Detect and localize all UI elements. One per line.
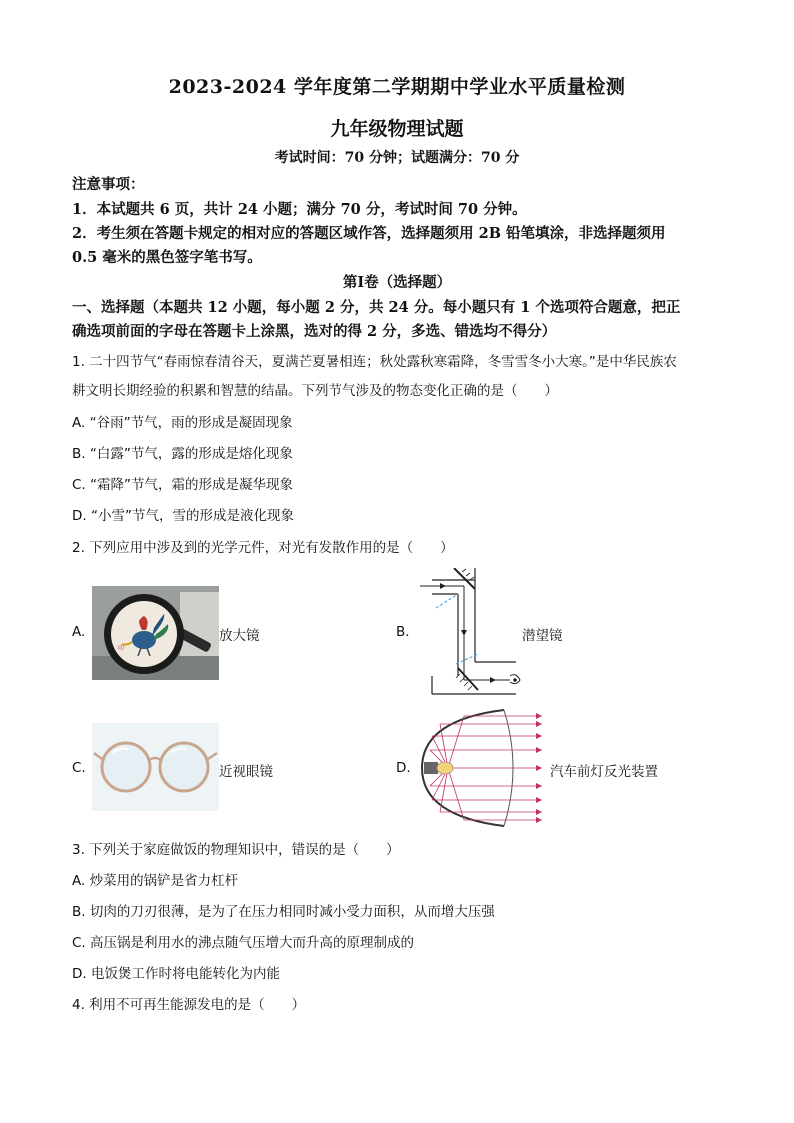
q1-stem-line-2: 耕文明长期经验的积累和智慧的结晶。下列节气涉及的物态变化正确的是（ ） (72, 383, 558, 399)
q3-option-a: A. 炒菜用的锅铲是省力杠杆 (72, 873, 239, 889)
notes-item-2-line-2: 0.5 毫米的黑色签字笔书写。 (72, 249, 262, 266)
svg-text:印: 印 (118, 645, 125, 652)
q3-option-b: B. 切肉的刀刃很薄，是为了在压力相同时减小受力面积，从而增大压强 (72, 904, 495, 920)
q4-stem: 4. 利用不可再生能源发电的是（ ） (72, 997, 306, 1013)
section-instructions-line-1: 一、选择题（本题共 12 小题，每小题 2 分，共 24 分。每小题只有 1 个选项符合题意，把正 (72, 299, 681, 316)
q1-option-c: C. “霜降”节气，霜的形成是凝华现象 (72, 477, 293, 493)
exam-info: 考试时间：70 分钟；试题满分：70 分 (274, 150, 520, 166)
section-instructions-line-2: 确选项前面的字母在答题卡上涂黑，选对的得 2 分，多选、错选均不得分） (72, 323, 557, 340)
glasses-photo (92, 723, 219, 811)
q2-option-d-label: 汽车前灯反光装置 (550, 764, 658, 780)
q2-option-b-label: 潜望镜 (522, 628, 563, 644)
q3-option-d: D. 电饭煲工作时将电能转化为内能 (72, 966, 280, 982)
notes-item-1: 1．本试题共 6 页，共计 24 小题；满分 70 分，考试时间 70 分钟。 (72, 201, 527, 218)
headlight-reflector-diagram (418, 706, 548, 830)
periscope-diagram (418, 568, 528, 696)
q2-option-c-letter: C. (72, 760, 86, 776)
exam-subtitle: 九年级物理试题 (330, 118, 464, 140)
notes-item-2-line-1: 2．考生须在答题卡规定的相对应的答题区域作答，选择题须用 2B 铅笔填涂，非选择题须用 (72, 225, 666, 242)
q2-option-d-letter: D. (396, 760, 411, 776)
exam-title: 2023-2024 学年度第二学期期中学业水平质量检测 (168, 76, 626, 98)
q2-option-a-label: 放大镜 (219, 628, 260, 644)
q2-stem: 2. 下列应用中涉及到的光学元件，对光有发散作用的是（ ） (72, 540, 454, 556)
q2-option-b-letter: B. (396, 624, 410, 640)
q2-option-a-letter: A. (72, 624, 86, 640)
q3-option-c: C. 高压锅是利用水的沸点随气压增大而升高的原理制成的 (72, 935, 415, 951)
magnifier-photo (92, 586, 219, 680)
notes-heading: 注意事项： (72, 176, 145, 193)
q1-option-a: A. “谷雨”节气，雨的形成是凝固现象 (72, 415, 293, 431)
q2-option-c-label: 近视眼镜 (219, 764, 273, 780)
q1-option-b: B. “白露”节气，露的形成是熔化现象 (72, 446, 293, 462)
q1-option-d: D. “小雪”节气，雪的形成是液化现象 (72, 508, 294, 524)
q1-stem-line-1: 1. 二十四节气“春雨惊春清谷天，夏满芒夏暑相连；秋处露秋寒霜降，冬雪雪冬小大寒。”是中华民族农 (72, 354, 677, 370)
q3-stem: 3. 下列关于家庭做饭的物理知识中，错误的是（ ） (72, 842, 400, 858)
section-title: 第Ⅰ卷（选择题） (342, 274, 452, 291)
